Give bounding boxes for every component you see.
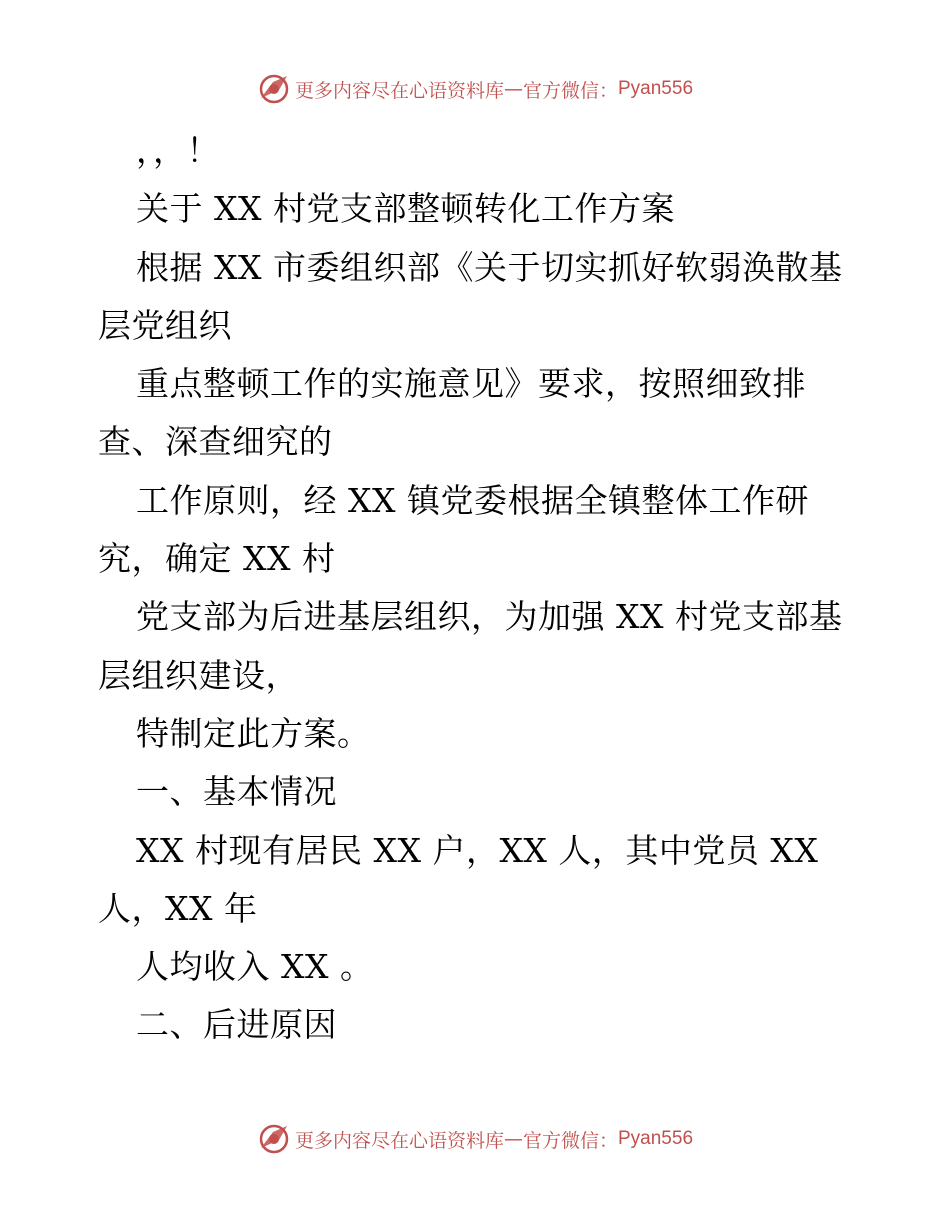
text-line: 工作原则，经 XX 镇党委根据全镇整体工作研 <box>136 480 809 520</box>
document-body <box>98 122 868 1055</box>
header-banner <box>0 72 950 106</box>
footer-sub-text: 官方微信： <box>522 1129 618 1152</box>
section-heading: 一、基本情况 <box>136 772 337 812</box>
text-line: 究，确定 XX 村 <box>98 539 336 579</box>
header-wechat-id: Pyan556 <box>618 78 694 99</box>
section-heading: 二、后进原因 <box>136 1005 337 1045</box>
text-line: 特制定此方案。 <box>136 713 371 753</box>
text-line: 查、深查细究的 <box>98 422 333 462</box>
text-line: 层组织建设， <box>98 655 299 695</box>
text-line: 党支部为后进基层组织，为加强 XX 村党支部基 <box>136 597 843 637</box>
pen-logo-icon <box>257 72 291 106</box>
text-line: 重点整顿工作的实施意见》要求，按照细致排 <box>136 364 806 404</box>
header-dash: — <box>503 78 523 100</box>
footer-dash: — <box>503 1128 523 1150</box>
text-line: 人均收入 XX 。 <box>136 947 374 987</box>
footer-wechat-id: Pyan556 <box>618 1128 694 1149</box>
footer-main-text: 更多内容尽在心语资料库 <box>294 1129 504 1152</box>
text-line: ，，！ <box>136 131 220 170</box>
text-line: 人，XX 年 <box>98 888 258 928</box>
header-main-text: 更多内容尽在心语资料库 <box>294 79 504 102</box>
pen-logo-icon <box>257 1122 291 1156</box>
document-title: 关于 XX 村党支部整顿转化工作方案 <box>136 189 675 229</box>
header-sub-text: 官方微信： <box>522 79 618 102</box>
text-line: 层党组织 <box>98 305 232 345</box>
text-line: 根据 XX 市委组织部《关于切实抓好软弱涣散基 <box>136 247 843 287</box>
text-line: XX 村现有居民 XX 户，XX 人，其中党员 XX <box>136 830 819 870</box>
footer-banner <box>0 1122 950 1156</box>
